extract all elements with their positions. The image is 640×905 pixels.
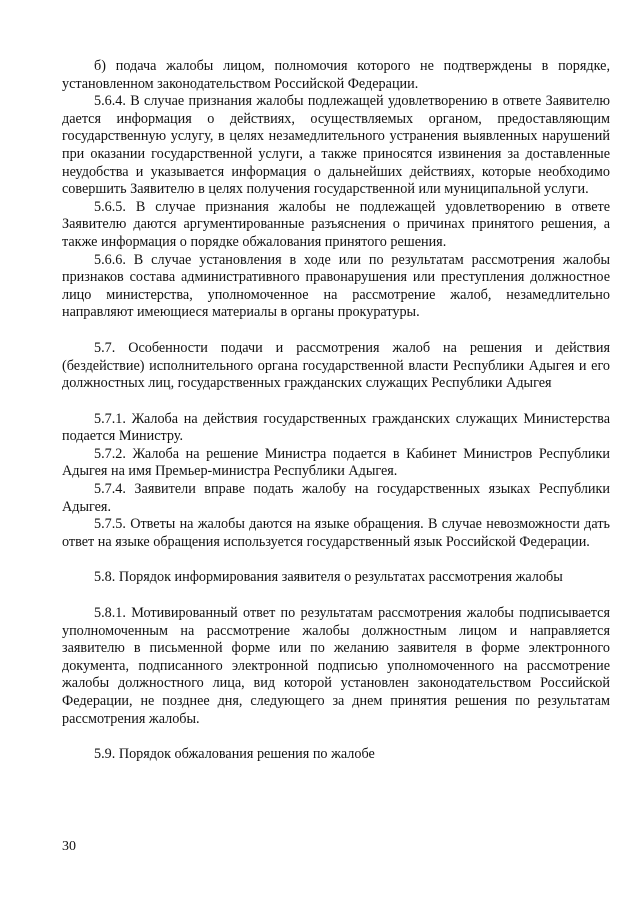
spacer (62, 393, 610, 411)
spacer (62, 322, 610, 340)
page-number: 30 (62, 839, 76, 854)
paragraph-5-7-2: 5.7.2. Жалоба на решение Министра подается в Кабинет Министров Республики Адыгея на имя Премьер-министра Республики Адыгея. (62, 445, 610, 480)
spacer (62, 728, 610, 746)
paragraph-b: б) подача жалобы лицом, полномочия которого не подтверждены в порядке, установленном законодательством Российской Федерации. (62, 58, 610, 92)
section-heading-5-8: 5.8. Порядок информирования заявителя о результатах рассмотрения жалобы (94, 569, 563, 586)
paragraph-5-6-6: 5.6.6. В случае установления в ходе или по результатам рассмотрения жалобы признаков состава административного правонарушения или преступления должностное лицо министерства, уполномоченное на рассмотрение жалоб, незамедлительно направляют имеющиеся материалы в органы прокуратуры. (62, 251, 610, 321)
section-heading-5-7: 5.7. Особенности подачи и рассмотрения жалоб на решения и действия (бездействие) исполнительного органа государственной власти Республики Адыгея и его должностных лиц, государственных гражданских служащих Республики Адыгея (62, 339, 610, 392)
paragraph-5-7-1: 5.7.1. Жалоба на действия государственных гражданских служащих Министерства подается Министру. (62, 410, 610, 445)
section-heading-5-9: 5.9. Порядок обжалования решения по жалобе (94, 746, 375, 763)
paragraph-5-8-1: 5.8.1. Мотивированный ответ по результатам рассмотрения жалобы подписывается уполномоченным на рассмотрение жалобы должностным лицом и направляется заявителю в письменной форме или по желанию заявителя в форме электронного документа, подписанного электронной подписью уполномоченного на рассмотрение жалобы должностного лица, вид которой установлен законодательством Российской Федерации, не позднее дня, следующего за днем принятия решения по результатам рассмотрения жалобы. (62, 605, 610, 727)
spacer (62, 551, 610, 569)
paragraph-5-6-4: 5.6.4. В случае признания жалобы подлежащей удовлетворению в ответе Заявителю дается информация о действиях, осуществляемых органом, предоставляющим государственную услугу, в целях незамедлительного устранения выявленных нарушений при оказании государственной услуги, а также приносятся извинения за доставленные неудобства и указывается информация о дальнейших действиях, которые необходимо совершить Заявителю в целях получения государственной или муниципальной услуги. (62, 93, 610, 198)
spacer (62, 587, 610, 605)
paragraph-5-7-4: 5.7.4. Заявители вправе подать жалобу на государственных языках Республики Адыгея. (62, 481, 610, 515)
paragraph-5-7-5: 5.7.5. Ответы на жалобы даются на языке обращения. В случае невозможности дать ответ на языке обращения используется государственный язык Российской Федерации. (62, 516, 610, 550)
document-body (62, 58, 610, 764)
paragraph-5-6-5: 5.6.5. В случае признания жалобы не подлежащей удовлетворению в ответе Заявителю даются аргументированные разъяснения о причинах принятого решения, а также информация о порядке обжалования принятого решения. (62, 198, 610, 250)
